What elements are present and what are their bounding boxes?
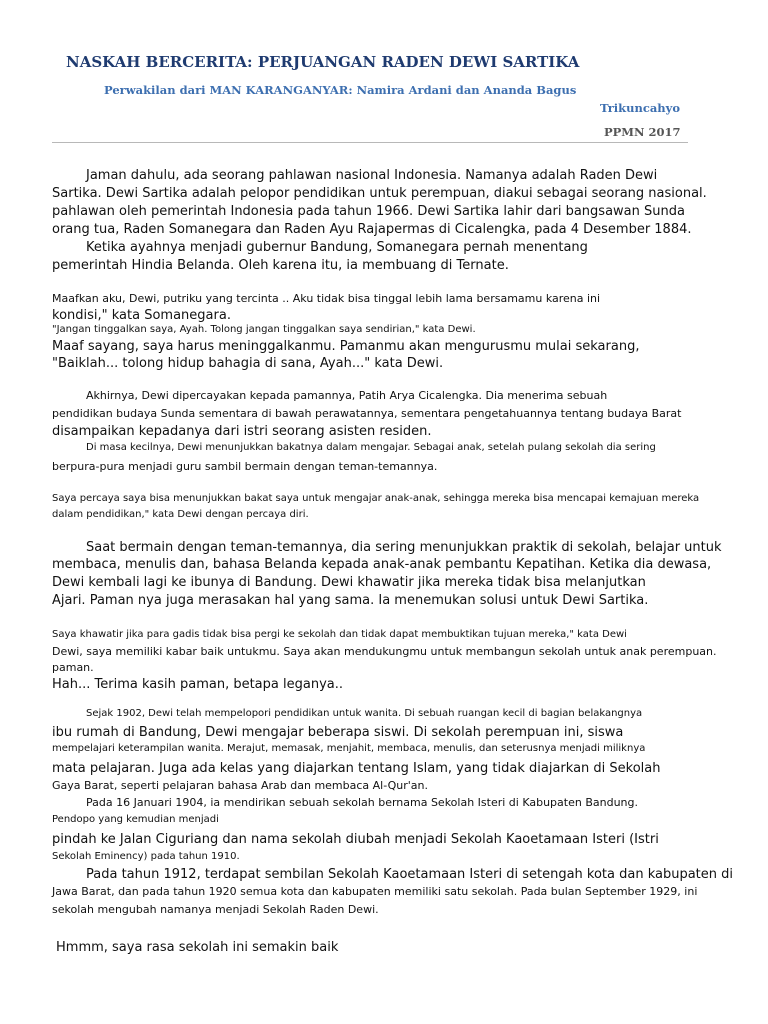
body-line: Pendopo yang kemudian menjadi (52, 814, 219, 825)
body-line: pemerintah Hindia Belanda. Oleh karena itu, ia membuang di Ternate. (52, 258, 509, 273)
body-line: pendidikan budaya Sunda sementara di bawah perawatannya, sementara pengetahuannya tentang budaya Barat (52, 407, 682, 420)
body-line: mata pelajaran. Juga ada kelas yang diajarkan tentang Islam, yang tidak diajarkan di Sekolah (52, 761, 661, 776)
header-divider (52, 142, 688, 143)
body-line: Sejak 1902, Dewi telah mempelopori pendidikan untuk wanita. Di sebuah ruangan kecil di bagian belakangnya (86, 708, 643, 719)
body-line: disampaikan kepadanya dari istri seorang asisten residen. (52, 424, 432, 439)
body-line: Dewi kembali lagi ke ibunya di Bandung. Dewi khawatir jika mereka tidak bisa melanjutkan (52, 575, 646, 590)
dialogue-line: Hah... Terima kasih paman, betapa leganya.. (52, 677, 343, 692)
dialogue-line: "Jangan tinggalkan saya, Ayah. Tolong jangan tinggalkan saya sendirian," kata Dewi. (52, 324, 476, 335)
dialogue-line: Maaf sayang, saya harus meninggalkanmu. Pamanmu akan mengurusmu mulai sekarang, (52, 339, 640, 354)
body-line: sekolah mengubah namanya menjadi Sekolah Raden Dewi. (52, 903, 379, 916)
document-subtitle: Perwakilan dari MAN KARANGANYAR: Namira Ardani dan Ananda Bagus (104, 83, 577, 97)
body-line: Saat bermain dengan teman-temannya, dia sering menunjukkan praktik di sekolah, belajar untuk (86, 540, 722, 555)
dialogue-line: dalam pendidikan," kata Dewi dengan percaya diri. (52, 509, 309, 520)
dialogue-line: Maafkan aku, Dewi, putriku yang tercinta .. Aku tidak bisa tinggal lebih lama bersamamu karena ini (52, 292, 601, 305)
body-line: orang tua, Raden Somanegara dan Raden Ayu Rajapermas di Cicalengka, pada 4 Desember 1884. (52, 222, 692, 237)
body-line: Jawa Barat, dan pada tahun 1920 semua kota dan kabupaten memiliki satu sekolah. Pada bulan September 1929, ini (52, 885, 698, 898)
body-line: ibu rumah di Bandung, Dewi mengajar beberapa siswi. Di sekolah perempuan ini, siswa (52, 725, 624, 740)
body-line: pindah ke Jalan Ciguriang dan nama sekolah diubah menjadi Sekolah Kaoetamaan Isteri (Istri (52, 832, 659, 847)
body-line: Pada tahun 1912, terdapat sembilan Sekolah Kaoetamaan Isteri di setengah kota dan kabupaten di (86, 867, 734, 882)
body-line: Pada 16 Januari 1904, ia mendirikan sebuah sekolah bernama Sekolah Isteri di Kabupaten Bandung. (86, 796, 638, 809)
body-line: pahlawan oleh pemerintah Indonesia pada tahun 1966. Dewi Sartika lahir dari bangsawan Sunda (52, 204, 685, 219)
document-title: NASKAH BERCERITA: PERJUANGAN RADEN DEWI SARTIKA (66, 53, 580, 71)
dialogue-line: Dewi, saya memiliki kabar baik untukmu. Saya akan mendukungmu untuk membangun sekolah untuk anak perempuan. (52, 645, 717, 658)
body-line: Sartika. Dewi Sartika adalah pelopor pendidikan untuk perempuan, diakui sebagai seorang nasional. (52, 186, 707, 201)
dialogue-line: "Baiklah... tolong hidup bahagia di sana, Ayah..." kata Dewi. (52, 356, 444, 371)
body-line: Ajari. Paman nya juga merasakan hal yang sama. Ia menemukan solusi untuk Dewi Sartika. (52, 593, 649, 608)
body-line: Gaya Barat, seperti pelajaran bahasa Arab dan membaca Al-Qur'an. (52, 779, 428, 792)
dialogue-line: kondisi," kata Somanegara. (52, 308, 231, 323)
body-line: mempelajari keterampilan wanita. Merajut, memasak, menjahit, membaca, menulis, dan seterusnya menjadi miliknya (52, 743, 646, 754)
dialogue-line: Saya khawatir jika para gadis tidak bisa pergi ke sekolah dan tidak dapat membuktikan tujuan mereka," kata Dewi (52, 629, 627, 640)
dialogue-line: paman. (52, 661, 94, 674)
closing-line: Hmmm, saya rasa sekolah ini semakin baik (56, 940, 339, 955)
body-line: Di masa kecilnya, Dewi menunjukkan bakatnya dalam mengajar. Sebagai anak, setelah pulang sekolah dia sering (86, 442, 656, 453)
body-line: membaca, menulis dan, bahasa Belanda kepada anak-anak pembantu Kepatihan. Ketika dia dewasa, (52, 557, 712, 572)
body-line: Ketika ayahnya menjadi gubernur Bandung, Somanegara pernah menentang (86, 240, 588, 255)
body-line: Akhirnya, Dewi dipercayakan kepada pamannya, Patih Arya Cicalengka. Dia menerima sebuah (86, 389, 608, 402)
author-name: Trikuncahyo (600, 101, 681, 115)
body-line: berpura-pura menjadi guru sambil bermain dengan teman-temannya. (52, 460, 438, 473)
body-line: Sekolah Eminency) pada tahun 1910. (52, 851, 240, 862)
dialogue-line: Saya percaya saya bisa menunjukkan bakat saya untuk mengajar anak-anak, sehingga mereka bisa mencapai kemajuan mereka (52, 493, 700, 504)
event-label: PPMN 2017 (604, 125, 681, 139)
body-line: Jaman dahulu, ada seorang pahlawan nasional Indonesia. Namanya adalah Raden Dewi (86, 168, 658, 183)
